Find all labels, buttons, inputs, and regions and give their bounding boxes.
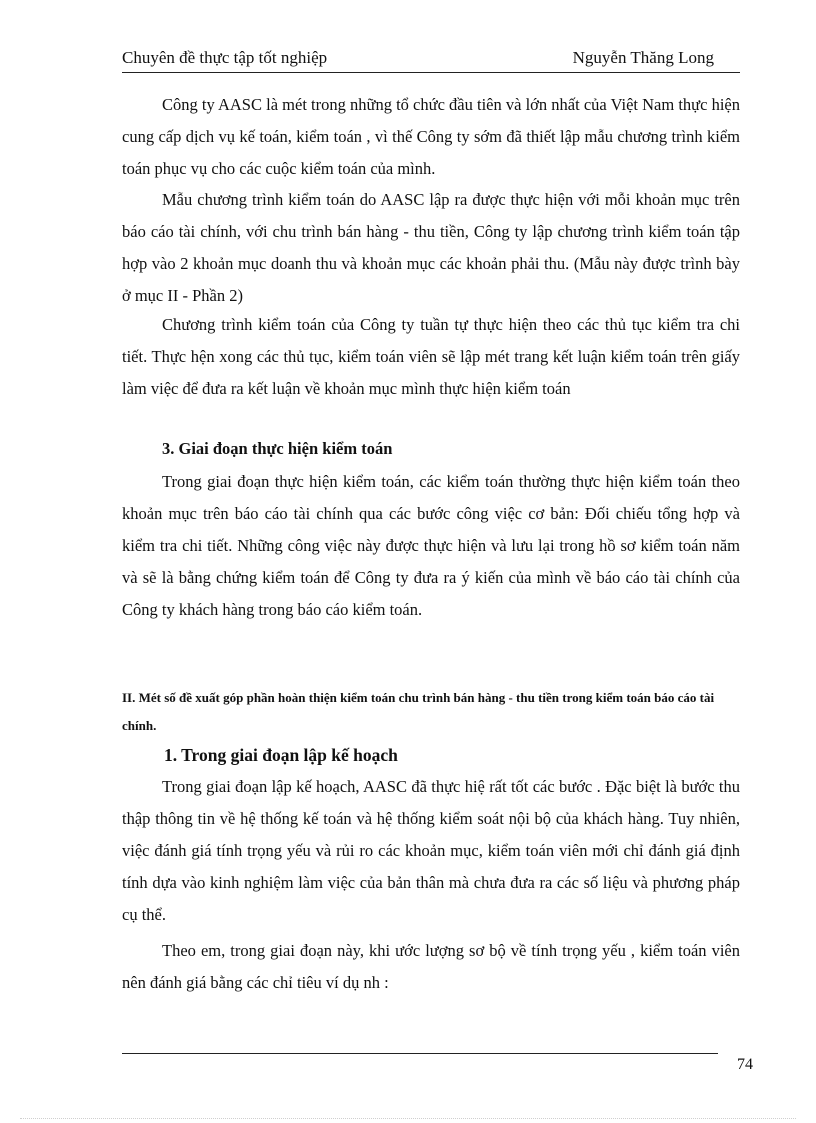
author-name: Nguyễn Thăng Long	[572, 48, 714, 67]
paragraph: Theo em, trong giai đoạn này, khi ước lượng sơ bộ về tính trọng yếu , kiểm toán viên nên đánh giá bằng các chỉ tiêu ví dụ nh :	[122, 941, 740, 992]
page-edge-dots	[20, 1118, 796, 1119]
paragraph: Chương trình kiểm toán của Công ty tuần tự thực hiện theo các thủ tục kiểm tra chi tiết. Thực hện xong các thủ tục, kiểm toán viên sẽ lập mét trang kết luận kiểm toán trên giấy làm việc để đưa ra kết luận về khoản mục mình thực hiện kiểm toán	[122, 315, 740, 398]
paragraph: Trong giai đoạn thực hiện kiểm toán, các kiểm toán thường thực hiện kiểm toán theo khoản mục trên báo cáo tài chính qua các bước công việc cơ bản: Đối chiếu tổng hợp và kiểm tra chi tiết. Những công việc này được thực hiện và lưu lại trong hồ sơ kiểm toán năm và sẽ là bằng chứng kiểm toán để Công ty đưa ra ý kiến của mình về báo cáo tài chính của Công ty khách hàng trong báo cáo kiểm toán.	[122, 472, 740, 619]
document-title: Chuyên đề thực tập tốt nghiệp	[122, 48, 328, 67]
chapter-heading: II. Mét số đề xuất góp phần hoàn thiện kiểm toán chu trình bán hàng - thu tiền trong kiểm toán báo cáo tài chính.	[122, 690, 715, 733]
paragraph: Công ty AASC là mét trong những tổ chức đầu tiên và lớn nhất của Việt Nam thực hiện cung cấp dịch vụ kế toán, kiểm toán , vì thế Công ty sớm đã thiết lập mẫu chương trình kiểm toán phục vụ cho các cuộc kiểm toán của mình.	[122, 95, 740, 178]
paragraph: Mẫu chương trình kiểm toán do AASC lập ra được thực hiện với mỗi khoản mục trên báo cáo tài chính, với chu trình bán hàng - thu tiền, Công ty lập chương trình kiểm toán tập hợp vào 2 khoản mục doanh thu và khoản mục các khoản phải thu. (Mẫu này được trình bày ở mục II - Phần 2)	[122, 190, 740, 305]
page-header	[122, 48, 740, 72]
paragraph: Trong giai đoạn lập kế hoạch, AASC đã thực hiệ rất tốt các bước . Đặc biệt là bước thu thập thông tin về hệ thống kế toán và hệ thống kiểm soát nội bộ của khách hàng. Tuy nhiên, việc đánh giá tính trọng yếu và rủi ro các khoản mục, kiểm toán viên mới chỉ đánh giá định tính dựa vào kinh nghiệm làm việc của bản thân mà chưa đưa ra các số liệu và phương pháp cụ thể.	[122, 777, 740, 924]
subsection-heading: 1. Trong giai đoạn lập kế hoạch	[164, 745, 398, 765]
footer-divider	[122, 1053, 718, 1054]
page-number: 74	[737, 1056, 753, 1073]
section-heading: 3. Giai đoạn thực hiện kiểm toán	[162, 439, 393, 458]
header-divider	[122, 72, 740, 73]
